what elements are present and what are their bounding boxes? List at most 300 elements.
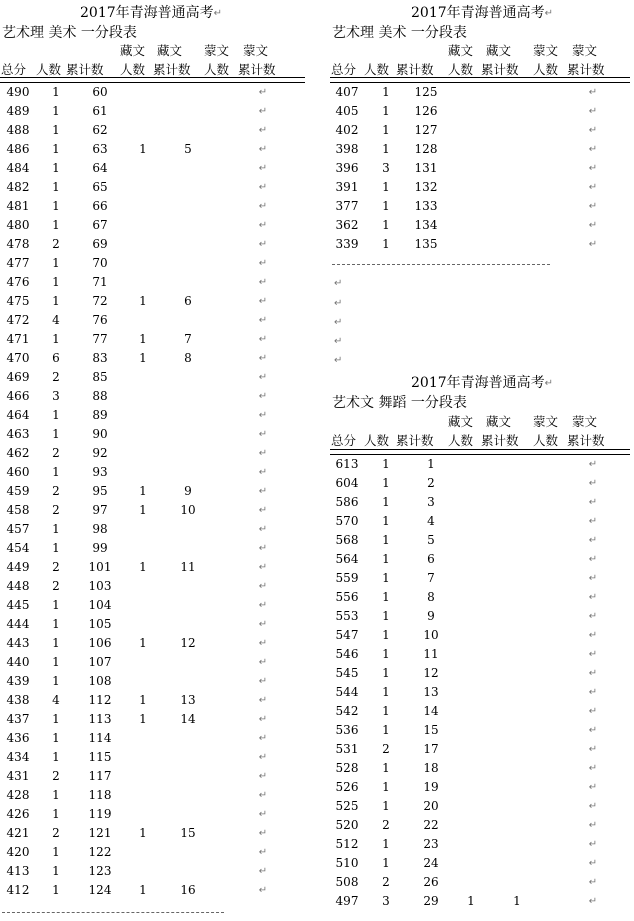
header-group-zang-cum: 藏文 <box>486 414 512 429</box>
cell-count: 1 <box>52 883 60 897</box>
cell-score: 339 <box>335 237 359 251</box>
cell-count: 2 <box>52 560 60 574</box>
paragraph-mark-icon: ↵ <box>588 801 598 812</box>
table-row <box>330 493 630 512</box>
table-row <box>0 254 300 273</box>
table-row <box>0 824 300 843</box>
cell-zang-count: 1 <box>139 560 147 574</box>
cell-count: 1 <box>52 617 60 631</box>
left-end-rule <box>2 912 224 913</box>
paragraph-mark-icon: ↵ <box>544 8 554 19</box>
cell-score: 420 <box>6 845 30 859</box>
cell-score: 489 <box>6 104 30 118</box>
cell-count: 1 <box>382 495 390 509</box>
paragraph-mark-icon: ↵ <box>258 201 268 212</box>
cell-cum: 11 <box>423 647 439 661</box>
table-row <box>330 683 630 702</box>
cell-score: 457 <box>6 522 30 536</box>
header-count: 人数 <box>364 62 390 77</box>
header-score: 总分 <box>1 62 27 77</box>
cell-zang-count: 1 <box>139 712 147 726</box>
cell-score: 402 <box>335 123 359 137</box>
paragraph-mark-icon: ↵ <box>258 220 268 231</box>
cell-count: 1 <box>382 609 390 623</box>
cell-score: 486 <box>6 142 30 156</box>
paragraph-mark-icon: ↵ <box>588 554 598 565</box>
table-row <box>330 835 630 854</box>
cell-score: 407 <box>335 85 359 99</box>
table-row <box>0 501 300 520</box>
paragraph-mark-icon: ↵ <box>258 790 268 801</box>
paragraph-mark-icon: ↵ <box>258 771 268 782</box>
table-row <box>330 854 630 873</box>
cell-count: 1 <box>382 218 390 232</box>
cell-count: 1 <box>52 465 60 479</box>
cell-count: 1 <box>52 750 60 764</box>
cell-count: 1 <box>382 180 390 194</box>
paragraph-mark-icon: ↵ <box>588 573 598 584</box>
cell-score: 488 <box>6 123 30 137</box>
cell-score: 476 <box>6 275 30 289</box>
cell-score: 449 <box>6 560 30 574</box>
cell-cum: 124 <box>88 883 112 897</box>
cell-zang-count: 1 <box>139 503 147 517</box>
header-meng-cum: 累计数 <box>567 433 605 448</box>
cell-cum: 122 <box>88 845 112 859</box>
right-top-subtitle: 艺术理 美术 一分段表 <box>332 25 467 41</box>
table-row <box>0 235 300 254</box>
cell-cum: 63 <box>92 142 108 156</box>
cell-count: 2 <box>52 769 60 783</box>
paragraph-mark-icon: ↵ <box>258 372 268 383</box>
table-row <box>330 121 630 140</box>
cell-count: 1 <box>52 332 60 346</box>
paragraph-mark-icon: ↵ <box>258 410 268 421</box>
cell-zang-cum: 15 <box>180 826 196 840</box>
table-row <box>0 805 300 824</box>
cell-score: 531 <box>335 742 359 756</box>
cell-score: 497 <box>335 894 359 908</box>
cell-count: 1 <box>382 533 390 547</box>
cell-score: 525 <box>335 799 359 813</box>
cell-cum: 14 <box>423 704 439 718</box>
paragraph-mark-icon: ↵ <box>258 448 268 459</box>
paragraph-mark-icon: ↵ <box>258 467 268 478</box>
table-row <box>0 615 300 634</box>
cell-score: 431 <box>6 769 30 783</box>
cell-cum: 24 <box>423 856 439 870</box>
cell-cum: 115 <box>88 750 112 764</box>
header-count: 人数 <box>364 433 390 448</box>
paragraph-mark-icon: ↵ <box>258 657 268 668</box>
cell-cum: 9 <box>427 609 435 623</box>
cell-score: 421 <box>6 826 30 840</box>
paragraph-mark-icon: ↵ <box>258 125 268 136</box>
cell-score: 444 <box>6 617 30 631</box>
cell-zang-cum: 9 <box>184 484 192 498</box>
paragraph-mark-icon: ↵ <box>258 885 268 896</box>
table-row <box>0 406 300 425</box>
header-score: 总分 <box>331 62 357 77</box>
cell-cum: 133 <box>414 199 438 213</box>
cell-count: 2 <box>52 446 60 460</box>
cell-score: 445 <box>6 598 30 612</box>
left-title <box>80 2 222 22</box>
cell-cum: 106 <box>88 636 112 650</box>
cell-count: 1 <box>52 636 60 650</box>
cell-score: 478 <box>6 237 30 251</box>
header-zang-cum: 累计数 <box>481 433 519 448</box>
cell-cum: 77 <box>92 332 108 346</box>
paragraph-mark-icon: ↵ <box>258 638 268 649</box>
cell-cum: 64 <box>92 161 108 175</box>
cell-score: 556 <box>335 590 359 604</box>
cell-zang-cum: 6 <box>184 294 192 308</box>
cell-cum: 20 <box>423 799 439 813</box>
paragraph-mark-icon: ↵ <box>258 258 268 269</box>
right-top-title-text: 2017年青海普通高考 <box>411 5 545 21</box>
cell-score: 604 <box>335 476 359 490</box>
header-group-zang-count: 藏文 <box>448 414 474 429</box>
table-row <box>330 178 630 197</box>
paragraph-mark-icon: ↵ <box>258 106 268 117</box>
right-top-title <box>411 2 553 22</box>
table-row <box>0 634 300 653</box>
paragraph-mark-icon: ↵ <box>588 497 598 508</box>
cell-zang-count: 1 <box>139 142 147 156</box>
cell-count: 2 <box>52 484 60 498</box>
cell-score: 458 <box>6 503 30 517</box>
table-row <box>0 881 300 900</box>
cell-score: 391 <box>335 180 359 194</box>
cell-score: 484 <box>6 161 30 175</box>
paragraph-mark-icon: ↵ <box>588 839 598 850</box>
cell-count: 1 <box>52 294 60 308</box>
cell-count: 1 <box>382 761 390 775</box>
cell-count: 6 <box>52 351 60 365</box>
cell-count: 1 <box>382 780 390 794</box>
cell-score: 512 <box>335 837 359 851</box>
cell-cum: 13 <box>423 685 439 699</box>
table-row <box>0 216 300 235</box>
header-cum: 累计数 <box>66 62 104 77</box>
cell-cum: 92 <box>92 446 108 460</box>
paragraph-mark-icon: ↵ <box>588 858 598 869</box>
cell-score: 481 <box>6 199 30 213</box>
paragraph-mark-icon: ↵ <box>258 581 268 592</box>
header-count: 人数 <box>36 62 62 77</box>
cell-cum: 126 <box>414 104 438 118</box>
table-row <box>330 455 630 474</box>
cell-count: 1 <box>382 552 390 566</box>
cell-score: 377 <box>335 199 359 213</box>
cell-cum: 121 <box>88 826 112 840</box>
cell-zang-cum: 7 <box>184 332 192 346</box>
cell-score: 490 <box>6 85 30 99</box>
cell-zang-cum: 14 <box>180 712 196 726</box>
cell-zang-count: 1 <box>139 636 147 650</box>
cell-score: 443 <box>6 636 30 650</box>
paragraph-mark-icon: ↵ <box>588 459 598 470</box>
header-score: 总分 <box>331 433 357 448</box>
table-row <box>0 444 300 463</box>
table-row <box>0 292 300 311</box>
paragraph-mark-icon: ↵ <box>588 125 598 136</box>
cell-count: 1 <box>52 408 60 422</box>
left-subtitle: 艺术理 美术 一分段表 <box>2 25 137 41</box>
paragraph-mark-icon: ↵ <box>258 163 268 174</box>
cell-cum: 62 <box>92 123 108 137</box>
cell-score: 559 <box>335 571 359 585</box>
cell-score: 462 <box>6 446 30 460</box>
table-row <box>330 740 630 759</box>
right-top-table-body <box>330 83 630 254</box>
cell-cum: 134 <box>414 218 438 232</box>
cell-count: 1 <box>52 731 60 745</box>
right-bottom-title-text: 2017年青海普通高考 <box>411 375 545 391</box>
cell-count: 1 <box>382 856 390 870</box>
cell-cum: 135 <box>414 237 438 251</box>
cell-zang-cum: 11 <box>180 560 196 574</box>
table-row <box>330 197 630 216</box>
cell-score: 362 <box>335 218 359 232</box>
cell-cum: 15 <box>423 723 439 737</box>
right-bottom-subtitle: 艺术文 舞蹈 一分段表 <box>332 395 467 411</box>
paragraph-mark-icon: ↵ <box>258 676 268 687</box>
cell-count: 2 <box>52 826 60 840</box>
cell-score: 553 <box>335 609 359 623</box>
cell-count: 3 <box>52 389 60 403</box>
cell-score: 434 <box>6 750 30 764</box>
header-group-meng-cum: 蒙文 <box>572 43 598 58</box>
cell-score: 412 <box>6 883 30 897</box>
table-row <box>330 588 630 607</box>
paragraph-mark-icon: ↵ <box>258 505 268 516</box>
paragraph-mark-icon: ↵ <box>588 820 598 831</box>
cell-cum: 10 <box>423 628 439 642</box>
cell-score: 586 <box>335 495 359 509</box>
cell-zang-cum: 13 <box>180 693 196 707</box>
cell-count: 1 <box>52 541 60 555</box>
table-row <box>0 539 300 558</box>
table-row <box>330 664 630 683</box>
cell-score: 508 <box>335 875 359 889</box>
cell-count: 1 <box>52 845 60 859</box>
paragraph-mark-icon: ↵ <box>588 478 598 489</box>
cell-count: 4 <box>52 693 60 707</box>
header-cum: 累计数 <box>396 62 434 77</box>
right-bottom-title <box>411 372 553 392</box>
cell-score: 460 <box>6 465 30 479</box>
cell-count: 1 <box>52 427 60 441</box>
cell-cum: 2 <box>427 476 435 490</box>
right-bottom-table-body <box>330 455 630 911</box>
header-group-zang-count: 藏文 <box>448 43 474 58</box>
table-row <box>330 797 630 816</box>
cell-zang-count: 1 <box>139 294 147 308</box>
cell-cum: 7 <box>427 571 435 585</box>
cell-score: 613 <box>335 457 359 471</box>
cell-count: 2 <box>382 875 390 889</box>
cell-score: 536 <box>335 723 359 737</box>
cell-cum: 23 <box>423 837 439 851</box>
header-group-meng-count: 蒙文 <box>533 414 559 429</box>
cell-cum: 67 <box>92 218 108 232</box>
paragraph-mark-icon: ↵ <box>588 649 598 660</box>
cell-score: 396 <box>335 161 359 175</box>
cell-count: 2 <box>52 370 60 384</box>
table-row <box>0 520 300 539</box>
cell-score: 480 <box>6 218 30 232</box>
cell-score: 440 <box>6 655 30 669</box>
table-row <box>0 83 300 102</box>
cell-cum: 8 <box>427 590 435 604</box>
cell-zang-cum: 10 <box>180 503 196 517</box>
cell-cum: 18 <box>423 761 439 775</box>
table-row <box>330 512 630 531</box>
cell-score: 477 <box>6 256 30 270</box>
left-title-text: 2017年青海普通高考 <box>80 5 214 21</box>
cell-cum: 65 <box>92 180 108 194</box>
cell-score: 570 <box>335 514 359 528</box>
cell-score: 472 <box>6 313 30 327</box>
cell-count: 1 <box>52 674 60 688</box>
cell-cum: 112 <box>88 693 112 707</box>
paragraph-mark-icon: ↵ <box>258 144 268 155</box>
header-group-meng-cum: 蒙文 <box>572 414 598 429</box>
paragraph-mark-icon: ↵ <box>258 486 268 497</box>
cell-count: 1 <box>52 142 60 156</box>
table-row <box>0 558 300 577</box>
paragraph-mark-icon: ↵ <box>588 611 598 622</box>
cell-score: 526 <box>335 780 359 794</box>
cell-cum: 128 <box>414 142 438 156</box>
paragraph-mark-icon: ↵ <box>258 334 268 345</box>
cell-count: 2 <box>52 579 60 593</box>
paragraph-mark-icon: ↵ <box>588 725 598 736</box>
cell-score: 439 <box>6 674 30 688</box>
paragraph-mark-icon: ↵ <box>588 239 598 250</box>
cell-count: 1 <box>382 104 390 118</box>
cell-count: 1 <box>52 522 60 536</box>
cell-count: 2 <box>382 742 390 756</box>
cell-cum: 66 <box>92 199 108 213</box>
cell-count: 1 <box>382 704 390 718</box>
cell-zang-count: 1 <box>139 826 147 840</box>
cell-count: 2 <box>382 818 390 832</box>
cell-count: 3 <box>382 894 390 908</box>
cell-zang-cum: 8 <box>184 351 192 365</box>
paragraph-mark-icon: ↵ <box>258 752 268 763</box>
header-cum: 累计数 <box>396 433 434 448</box>
cell-cum: 70 <box>92 256 108 270</box>
cell-cum: 132 <box>414 180 438 194</box>
cell-zang-count: 1 <box>139 883 147 897</box>
cell-count: 2 <box>52 237 60 251</box>
cell-score: 470 <box>6 351 30 365</box>
cell-score: 463 <box>6 427 30 441</box>
paragraph-mark-icon: ↵ <box>588 782 598 793</box>
cell-count: 1 <box>52 180 60 194</box>
cell-count: 1 <box>382 85 390 99</box>
cell-count: 1 <box>52 712 60 726</box>
cell-cum: 17 <box>423 742 439 756</box>
cell-cum: 123 <box>88 864 112 878</box>
header-zang-count: 人数 <box>448 62 474 77</box>
paragraph-mark-icon: ↵ <box>258 733 268 744</box>
cell-count: 1 <box>52 807 60 821</box>
table-row <box>0 349 300 368</box>
cell-count: 1 <box>52 655 60 669</box>
cell-score: 438 <box>6 693 30 707</box>
cell-score: 436 <box>6 731 30 745</box>
cell-cum: 125 <box>414 85 438 99</box>
cell-score: 437 <box>6 712 30 726</box>
table-row <box>0 653 300 672</box>
cell-count: 1 <box>52 598 60 612</box>
paragraph-mark-icon: ↵ <box>588 106 598 117</box>
table-row <box>0 121 300 140</box>
cell-cum: 105 <box>88 617 112 631</box>
cell-cum: 12 <box>423 666 439 680</box>
cell-score: 466 <box>6 389 30 403</box>
table-row <box>0 729 300 748</box>
cell-score: 544 <box>335 685 359 699</box>
paragraph-mark-icon: ↵ <box>258 315 268 326</box>
left-header <box>0 41 310 81</box>
cell-score: 547 <box>335 628 359 642</box>
paragraph-mark-icon: ↵ <box>588 744 598 755</box>
paragraph-mark-icon: ↵ <box>258 87 268 98</box>
table-row <box>0 197 300 216</box>
cell-count: 1 <box>52 104 60 118</box>
paragraph-mark-icon: ↵ <box>588 706 598 717</box>
table-row <box>330 759 630 778</box>
cell-cum: 131 <box>414 161 438 175</box>
paragraph-mark-icon: ↵ <box>334 298 343 309</box>
table-row <box>330 569 630 588</box>
paragraph-mark-icon: ↵ <box>258 543 268 554</box>
cell-cum: 76 <box>92 313 108 327</box>
cell-score: 426 <box>6 807 30 821</box>
table-row <box>0 102 300 121</box>
cell-count: 4 <box>52 313 60 327</box>
paragraph-mark-icon: ↵ <box>588 877 598 888</box>
cell-cum: 103 <box>88 579 112 593</box>
paragraph-mark-icon: ↵ <box>588 144 598 155</box>
paragraph-mark-icon: ↵ <box>258 524 268 535</box>
cell-cum: 61 <box>92 104 108 118</box>
cell-count: 1 <box>382 142 390 156</box>
cell-count: 1 <box>382 628 390 642</box>
header-zang-count: 人数 <box>120 62 146 77</box>
cell-score: 398 <box>335 142 359 156</box>
cell-score: 448 <box>6 579 30 593</box>
table-row <box>0 463 300 482</box>
table-row <box>330 873 630 892</box>
paragraph-mark-icon: ↵ <box>588 668 598 679</box>
cell-zang-count: 1 <box>139 484 147 498</box>
cell-cum: 108 <box>88 674 112 688</box>
cell-score: 482 <box>6 180 30 194</box>
table-row <box>330 235 630 254</box>
cell-cum: 1 <box>427 457 435 471</box>
cell-cum: 107 <box>88 655 112 669</box>
paragraph-mark-icon: ↵ <box>258 239 268 250</box>
paragraph-mark-icon: ↵ <box>258 353 268 364</box>
cell-count: 1 <box>382 723 390 737</box>
cell-score: 405 <box>335 104 359 118</box>
